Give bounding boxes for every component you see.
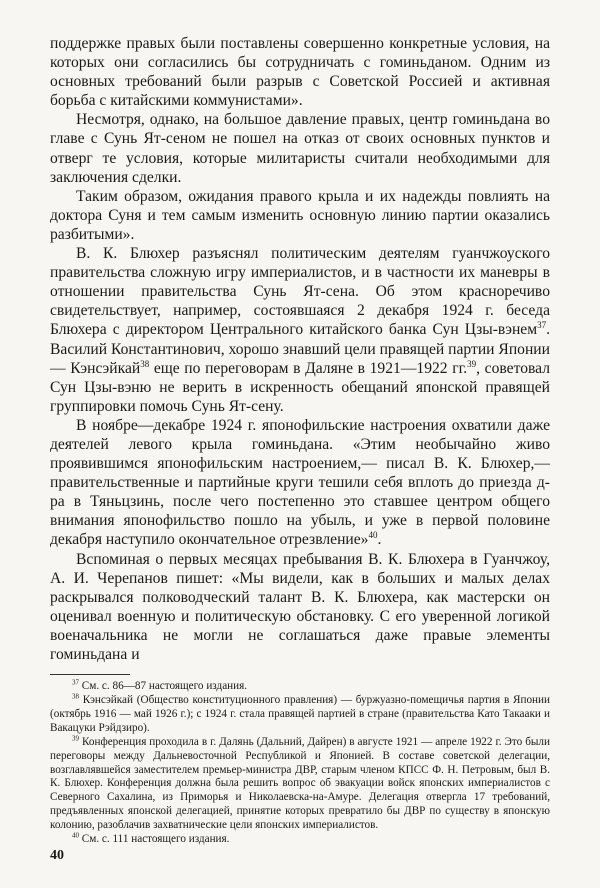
page-number: 40 [50,848,64,863]
text-run: . Василий Константинович, хорошо знавший цели правящей партии Японии — Кэнсэйкай [50,321,550,377]
paragraph: Таким образом, ожидания правого крыла и их надежды повлиять на доктора Суня и тем самым изменить основную линию партии оказались разбитыми». [50,187,550,243]
footnotes [50,680,550,847]
footnote [50,680,550,694]
footnote-number: 38 [72,692,79,701]
footnote-text: Конференция проходила в г. Далянь (Дальний, Дайрен) в августе 1921 — апреле 1922 г. Это были переговоры между Дальневосточной Республикой и Японией. В составе советской делегации, возглавлявшейся заместителем премьер-министра ДВР, старым членом КПСС Ф. Н. Петровым, был В. К. Блюхер. Конференция должна была решить вопрос об эвакуации войск японских империалистов с Северного Сахалина, из Приморья и Николаевска-на-Амуре. Делегация отвергла 17 требований, предъявленных японской делегацией, принятие которых превратило бы ДВР по существу в японскую колонию, разоблачив захватнические цели японских империалистов. [50,735,550,832]
footnote-number: 40 [72,831,79,840]
footnote-ref: 37 [537,320,547,331]
footnote-ref: 38 [140,358,150,369]
footnote-number: 37 [72,678,79,687]
paragraph: Вспоминая о первых месяцах пребывания В. К. Блюхера в Гуанчжоу, А. И. Черепанов пишет: «Мы видели, как в больших и малых делах раскрывался полководческий талант В. К. Блюхера, как мастерски он оценивал военную и политическую обстановку. С его уверенной логикой военачальника не могли не соглашаться даже правые элементы гоминьдана и [50,550,550,663]
main-text [50,34,550,664]
text-run: , советовал Сун Цзы-вэню не верить в искренность обещаний японской правящей группировки помочь Сунь Ят-сену. [50,359,550,415]
text-run: . [377,531,382,549]
paragraph [50,416,550,550]
paragraph: поддержке правых были поставлены совершенно конкретные условия, на которых они согласились бы сотрудничать с гоминьданом. Одним из основных требований были разрыв с Советской Россией и активная борьба с китайскими коммунистами». [50,35,550,110]
text-run: В ноябре—декабре 1924 г. японофильские настроения охватили даже деятелей левого крыла гоминьдана. «Этим необычайно живо проявившимся японофильским настроением,— писал В. К. Блюхер,— правительственные и партийные круги тешили себя вплоть до приезда д-ра в Тяньцзинь, после чего постепенно это ставшее центром общего внимания японофильство пошло на убыль, и уже в первой половине декабря наступило окончательное отрезвление» [50,416,550,549]
footnote-text: См. с. 111 настоящего издания. [81,833,230,846]
footnote-number: 39 [72,733,79,742]
footnote-text: Кэнсэйкай (Общество конституционного правления) — буржуазно-помещичья партия в Японии (октябрь 1916 — май 1926 г.); с 1924 г. стала правящей партией в стране (правительства Като Такааки и Вакацуки Рэйдзиро). [50,694,550,734]
text-run: еще по переговорам в Даляне в 1921—1922 гг. [149,359,468,377]
paragraph: Несмотря, однако, на большое давление правых, центр гоминьдана во главе с Сунь Ят-сеном не пошел на отказ от своих основных пунктов и отверг те условия, которые милитаристы считали необходимыми для заключения сделки. [50,111,550,186]
footnote-divider [50,674,130,675]
paragraph [50,244,550,416]
footnote [50,833,550,847]
footnote-text: См. с. 86—87 настоящего издания. [81,680,248,693]
footnote [50,733,550,833]
footnote-ref: 39 [467,358,477,369]
footnote-ref: 40 [368,530,378,541]
footnote [50,694,550,736]
text-run: В. К. Блюхер разъяснял политическим деятелям гуанчжоуского правительства сложную игру империалистов, и в частности их маневры в отношении правительства Сунь Ят-сена. Об этом красноречиво свидетельствует, например, состоявшаяся 2 декабря 1924 г. беседа Блюхера с директором Центрального китайского банка Сун Цзы-вэнем [50,245,550,339]
